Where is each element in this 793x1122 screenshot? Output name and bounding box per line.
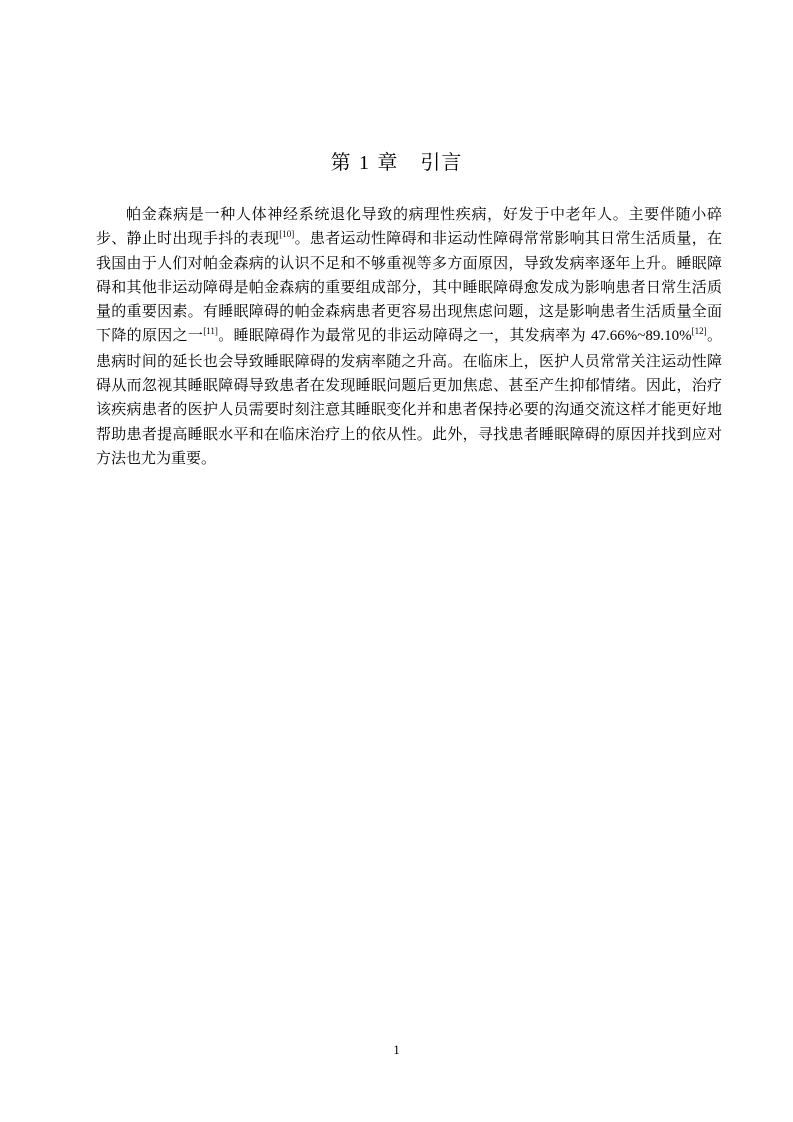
prevalence-range: 47.66%~89.10%: [591, 328, 692, 345]
chapter-prefix: 第: [330, 150, 352, 174]
citation-11: [11]: [203, 326, 218, 337]
intro-paragraph: [96, 202, 722, 470]
citation-10: [10]: [279, 229, 295, 240]
citation-12: [12]: [691, 326, 707, 337]
paragraph-segment-4: 。患病时间的延长也会导致睡眠障碍的发病率随之升高。在临床上，医护人员常常关注运动性障碍从而忽视其睡眠障碍导致患者在发现睡眠问题后更加焦虑、甚至产生抑郁情绪。因此，治疗该疾病患者的医护人员需要时刻注意其睡眠变化并和患者保持必要的沟通交流这样才能更好地帮助患者提高睡眠水平和在临床治疗上的依从性。此外，寻找患者睡眠障碍的原因并找到应对方法也尤为重要。: [96, 326, 722, 467]
chapter-number: 1: [359, 152, 370, 174]
chapter-suffix: 章: [377, 150, 399, 174]
chapter-heading-text: 引言: [420, 150, 463, 174]
page-number: 1: [393, 1042, 400, 1057]
paragraph-segment-1: 帕金森病是一种人体神经系统退化导致的病理性疾病，好发于中老年人。主要伴随小碎步、静止时出现手抖的表现: [96, 205, 722, 248]
paragraph-segment-3: 。睡眠障碍作为最常见的非运动障碍之一，其发病率为: [217, 326, 592, 345]
chapter-title: [0, 148, 793, 177]
paragraph-segment-2: 。患者运动性障碍和非运动性障碍常常影响其日常生活质量，在我国由于人们对帕金森病的认识不足和不够重视等多方面原因，导致发病率逐年上升。睡眠障碍和其他非运动障碍是帕金森病的重要组成部分，其中睡眠障碍愈发成为影响患者日常生活质量的重要因素。有睡眠障碍的帕金森病患者更容易出现焦虑问题，这是影响患者生活质量全面下降的原因之一: [96, 229, 722, 345]
